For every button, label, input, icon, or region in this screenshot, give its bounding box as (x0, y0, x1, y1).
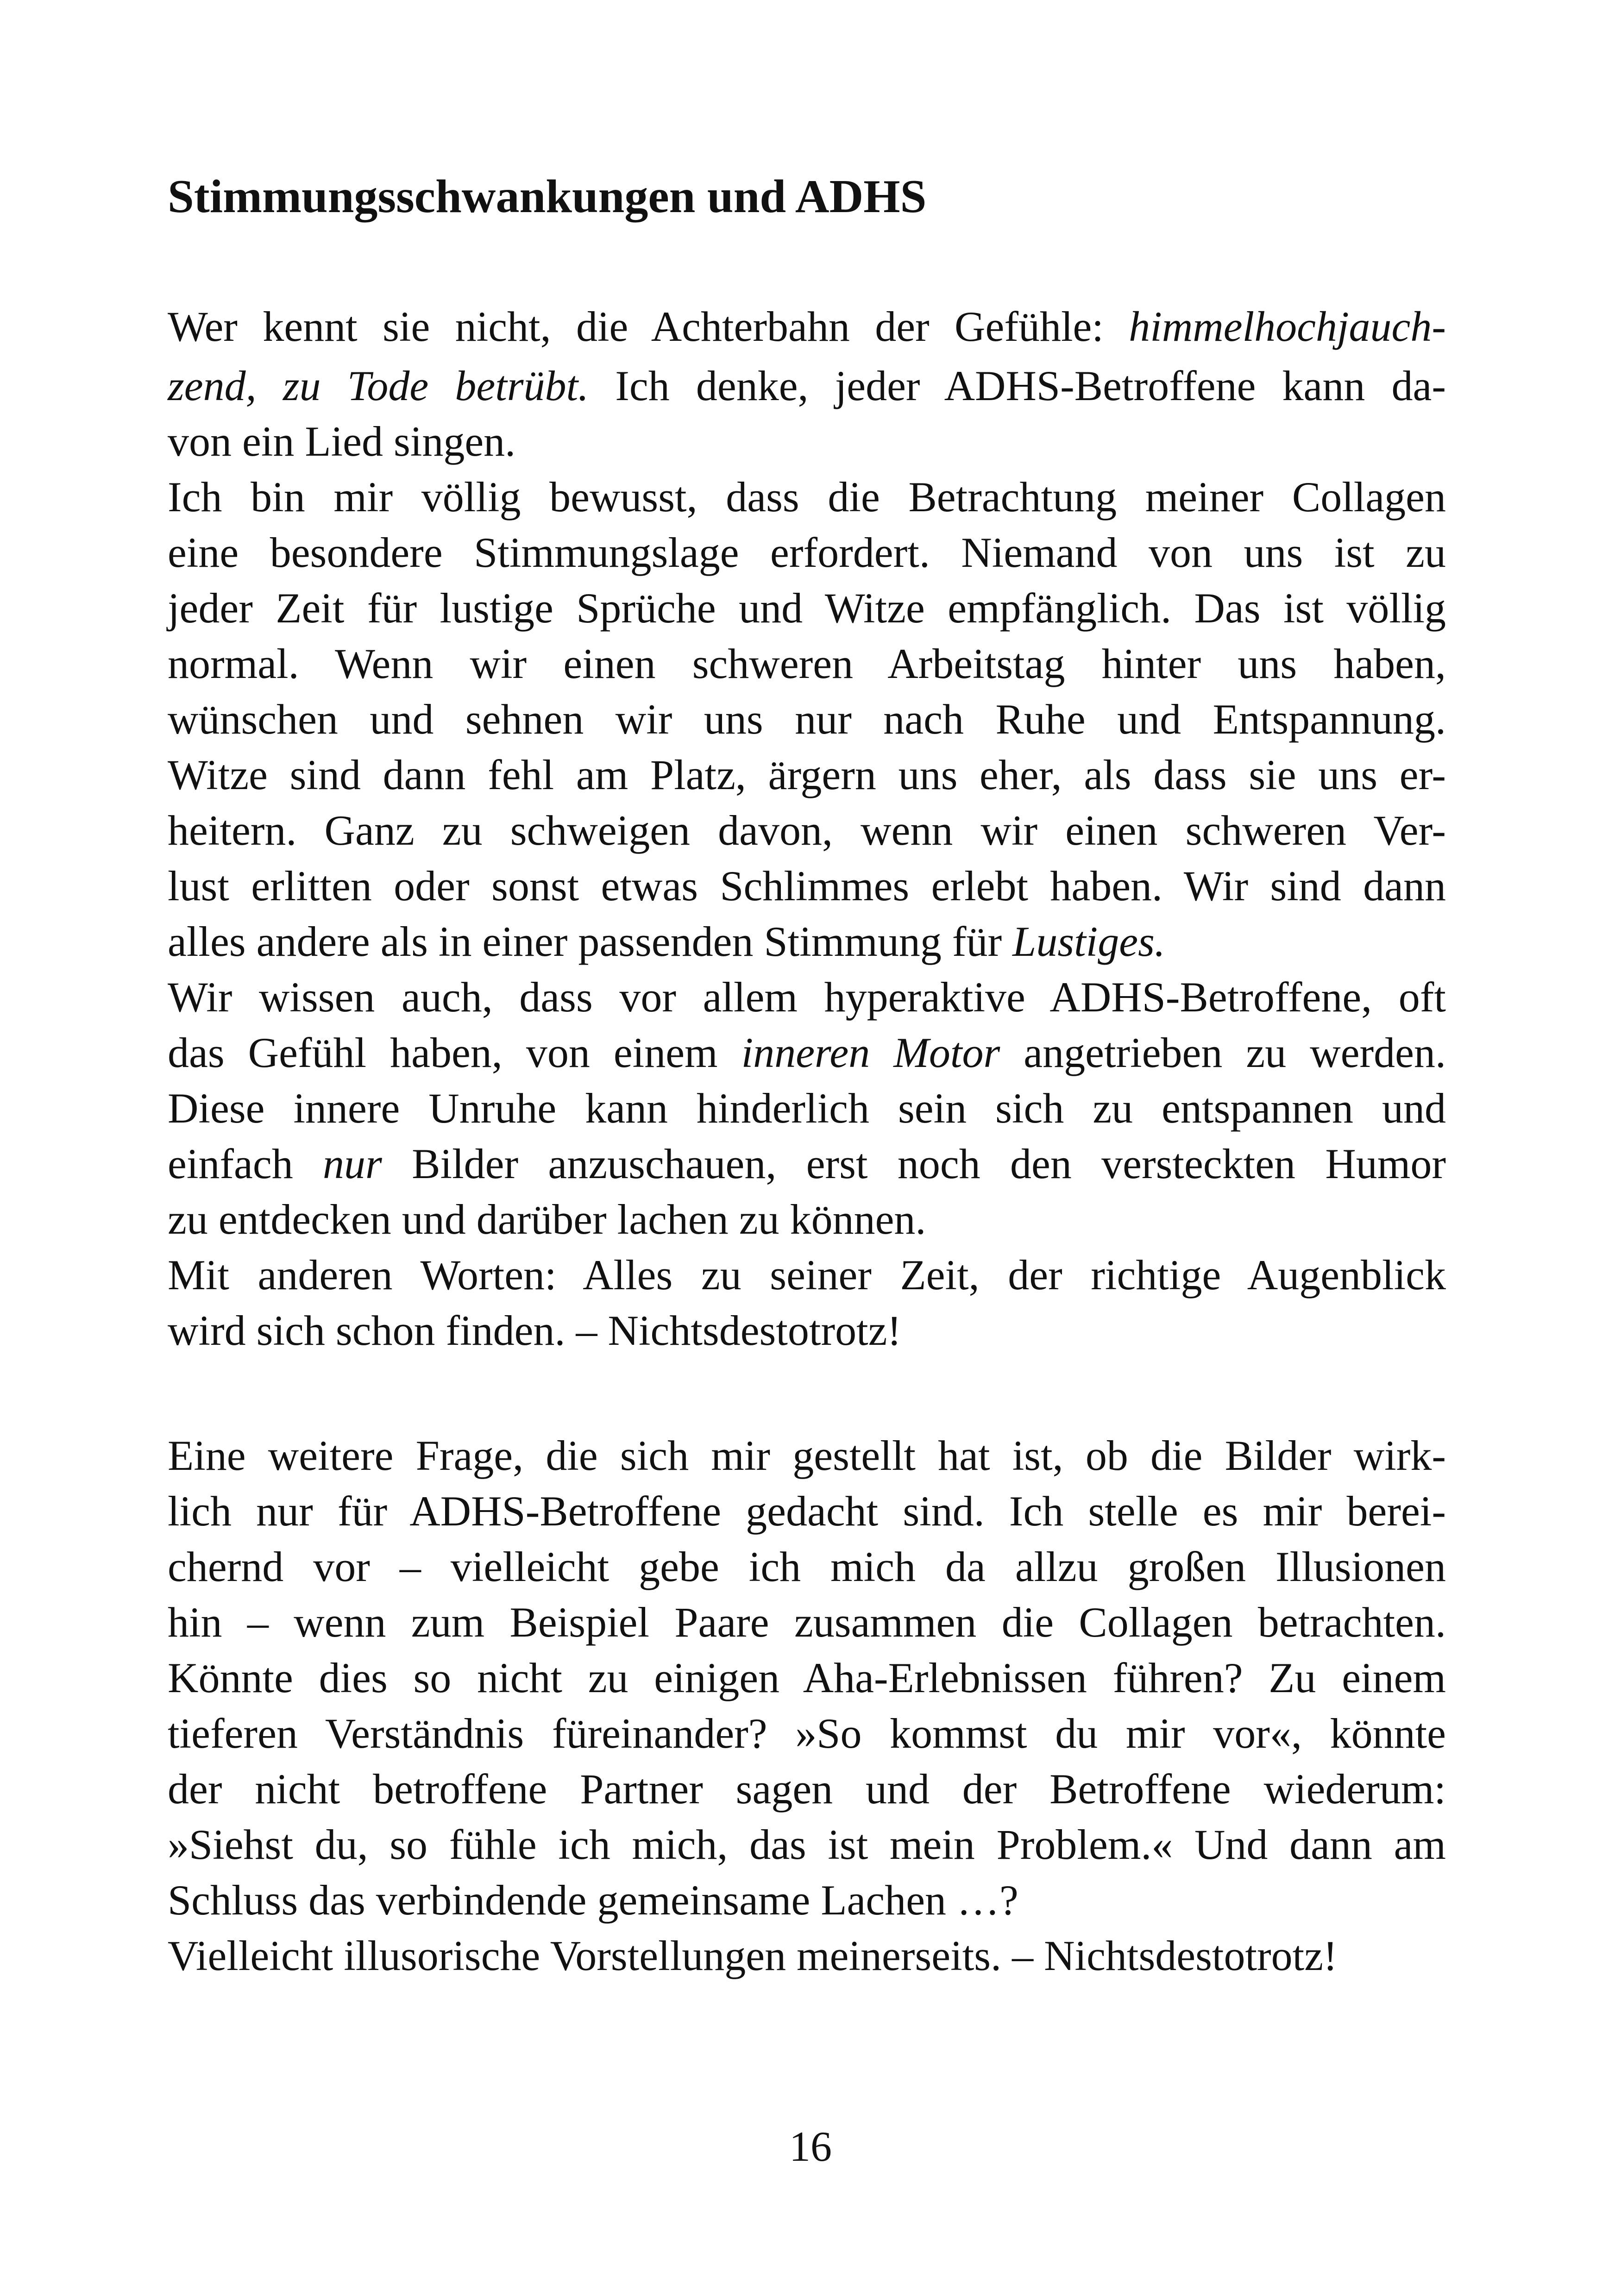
text-line (168, 1078, 1446, 1138)
text-line (168, 1134, 1446, 1194)
text-segment: heitern. Ganz zu schweigen davon, wenn wir einen schweren Ver- (168, 807, 1446, 854)
text-segment: Wer kennt sie nicht, die Achterbahn der Gefühle: (168, 303, 1129, 350)
text-line (168, 745, 1446, 805)
text-line (168, 689, 1446, 749)
text-line (168, 911, 1446, 972)
text-segment: einfach (168, 1140, 323, 1187)
text-segment: Bilder anzuschauen, erst noch den versteckten Humor (382, 1140, 1446, 1187)
text-segment: Eine weitere Frage, die sich mir gestellt hat ist, ob die Bilder wirk- (168, 1432, 1446, 1479)
text-segment: Schluss das verbindende gemeinsame Lachen …? (168, 1876, 1018, 1924)
text-segment: jeder Zeit für lustige Sprüche und Witze empfänglich. Das ist völlig (168, 584, 1446, 632)
text-segment: von ein Lied singen. (168, 418, 516, 465)
page-heading: Stimmungsschwankungen und ADHS (168, 170, 927, 223)
text-segment: lust erlitten oder sonst etwas Schlimmes erlebt haben. Wir sind dann (168, 862, 1446, 910)
text-segment: wünschen und sehnen wir uns nur nach Ruhe und Entspannung. (168, 696, 1446, 743)
text-segment: Ich denke, jeder ADHS-Betroffene kann da- (589, 362, 1446, 409)
text-segment: hin – wenn zum Beispiel Paare zusammen die Collagen betrachten. (168, 1599, 1446, 1646)
text-line (168, 356, 1446, 416)
text-line (168, 1926, 1446, 1986)
text-line (168, 634, 1446, 694)
italic-text: himmelhochjauch- (1129, 303, 1446, 350)
text-segment: lich nur für ADHS-Betroffene gedacht sind. Ich stelle es mir berei- (168, 1487, 1446, 1535)
text-segment: Könnte dies so nicht zu einigen Aha-Erlebnissen führen? Zu einem (168, 1654, 1446, 1701)
text-line (168, 1425, 1446, 1486)
text-line (168, 967, 1446, 1027)
italic-text: nur (323, 1140, 382, 1187)
text-line (168, 1648, 1446, 1708)
text-segment: »Siehst du, so fühle ich mich, das ist mein Problem.« Und dann am (168, 1821, 1446, 1868)
italic-text: zend, zu Tode betrübt. (168, 362, 589, 409)
text-line (168, 1300, 1446, 1361)
text-segment: das Gefühl haben, von einem (168, 1029, 741, 1076)
italic-text: inneren Motor (741, 1029, 1000, 1076)
text-segment: Wir wissen auch, dass vor allem hyperaktive ADHS-Betroffene, oft (168, 973, 1446, 1021)
text-segment: tieferen Verständnis füreinander? »So kommst du mir vor«, könnte (168, 1710, 1446, 1757)
text-line (168, 467, 1446, 527)
text-segment: Mit anderen Worten: Alles zu seiner Zeit, der richtige Augenblick (168, 1251, 1446, 1299)
text-segment: Ich bin mir völlig bewusst, dass die Betrachtung meiner Collagen (168, 473, 1446, 521)
text-line (168, 522, 1446, 583)
text-line (168, 856, 1446, 916)
text-line (168, 1189, 1446, 1249)
text-segment: Vielleicht illusorische Vorstellungen meinerseits. – Nichtsdestotrotz! (168, 1932, 1338, 1979)
text-segment: eine besondere Stimmungslage erfordert. Niemand von uns ist zu (168, 529, 1446, 576)
page-number: 16 (789, 2123, 832, 2170)
text-segment: angetrieben zu werden. (1000, 1029, 1446, 1076)
text-line (168, 1703, 1446, 1763)
text-segment: alles andere als in einer passenden Stimmung für (168, 918, 1013, 965)
italic-text: Lustiges. (1012, 918, 1165, 965)
text-segment: wird sich schon finden. – Nichtsdestotrotz! (168, 1307, 902, 1354)
text-line (168, 1537, 1446, 1597)
text-line (168, 1023, 1446, 1083)
text-line (168, 296, 1446, 357)
text-segment: der nicht betroffene Partner sagen und der Betroffene wiederum: (168, 1765, 1446, 1813)
text-line (168, 1814, 1446, 1875)
text-segment: Diese innere Unruhe kann hinderlich sein sich zu entspannen und (168, 1085, 1446, 1132)
text-segment: normal. Wenn wir einen schweren Arbeitstag hinter uns haben, (168, 640, 1446, 687)
text-line (168, 1245, 1446, 1305)
text-line (168, 1870, 1446, 1930)
text-line (168, 1592, 1446, 1652)
text-line (168, 800, 1446, 860)
text-segment: Witze sind dann fehl am Platz, ärgern uns eher, als dass sie uns er- (168, 751, 1446, 798)
text-segment: zu entdecken und darüber lachen zu können. (168, 1196, 926, 1243)
text-line (168, 1481, 1446, 1541)
text-line (168, 411, 1446, 471)
text-line (168, 1759, 1446, 1819)
text-segment: chernd vor – vielleicht gebe ich mich da allzu großen Illusionen (168, 1543, 1446, 1590)
text-line (168, 578, 1446, 638)
